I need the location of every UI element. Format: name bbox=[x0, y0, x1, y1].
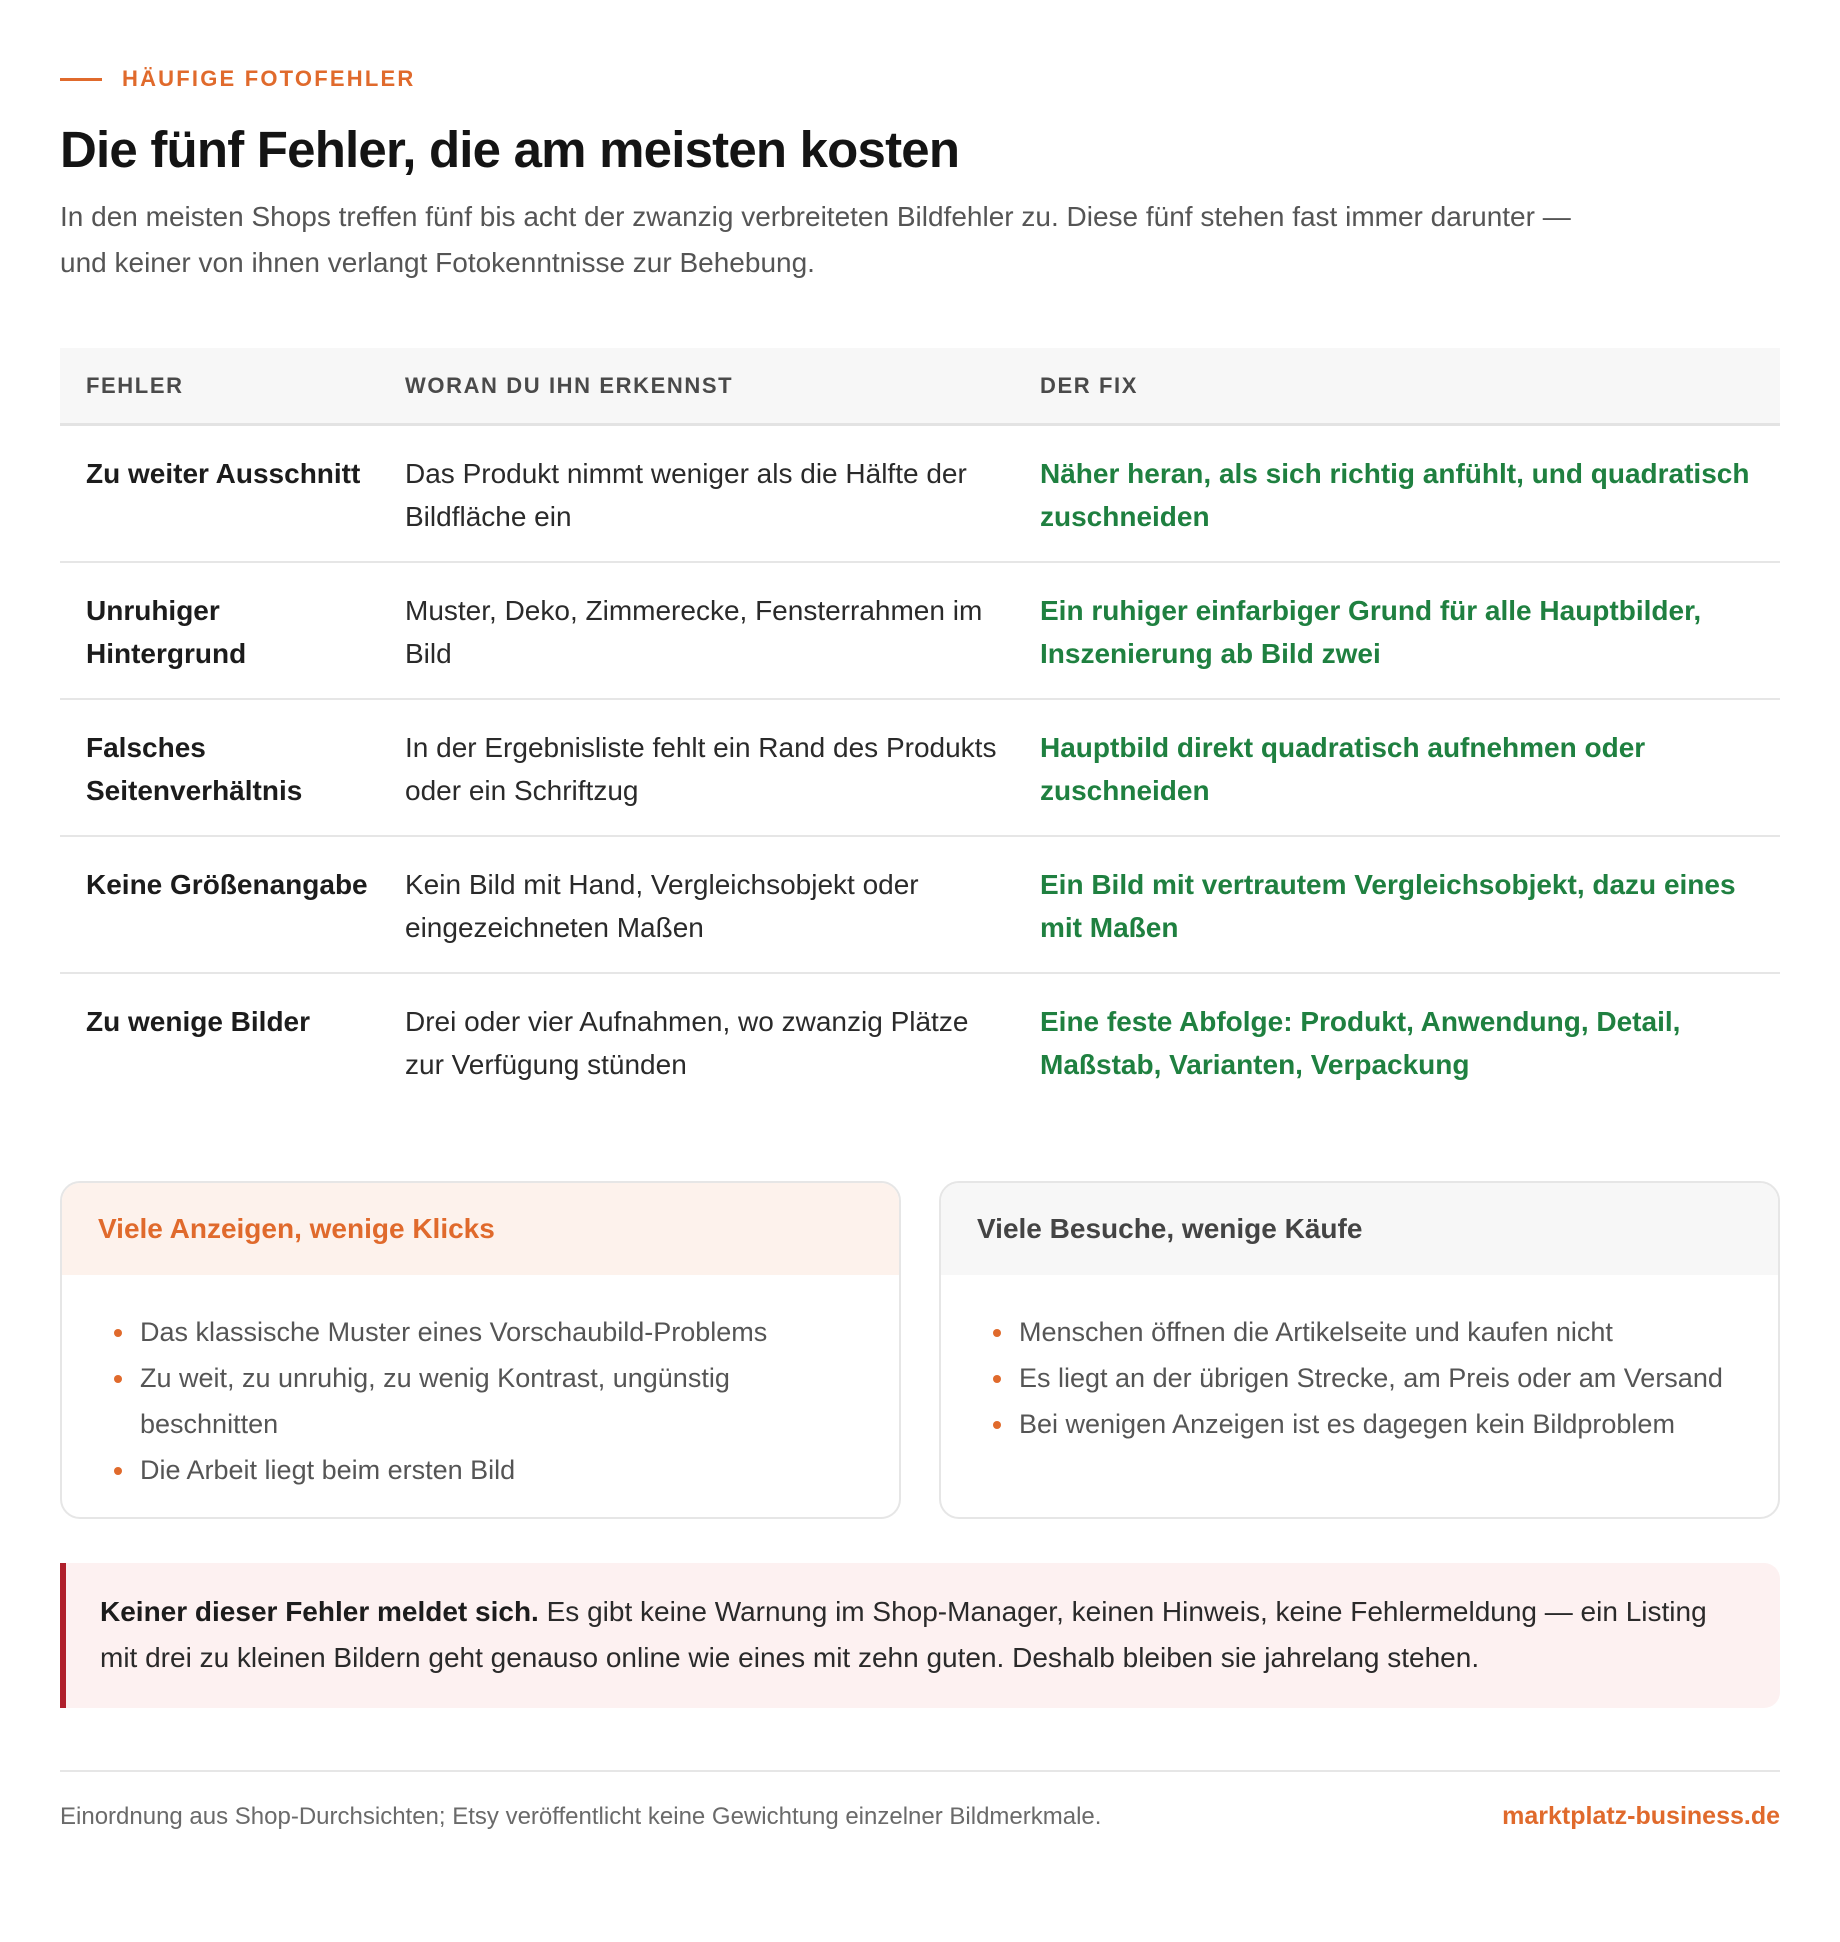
fix-cell: Hauptbild direkt quadratisch aufnehmen oder zuschneiden bbox=[1040, 732, 1646, 806]
card-list bbox=[941, 1275, 1778, 1447]
table-row bbox=[60, 563, 1780, 700]
sign-cell: Kein Bild mit Hand, Vergleichsobjekt oder eingezeichneten Maßen bbox=[405, 869, 919, 943]
list-item: Es liegt an der übrigen Strecke, am Preis oder am Versand bbox=[993, 1355, 1748, 1401]
list-item: Zu weit, zu unruhig, zu wenig Kontrast, ungünstig beschnitten bbox=[114, 1355, 869, 1447]
footer-source-note: Einordnung aus Shop-Durchsichten; Etsy veröffentlicht keine Gewichtung einzelner Bildmerkmale. bbox=[60, 1802, 1102, 1830]
card-title: Viele Besuche, wenige Käufe bbox=[941, 1183, 1778, 1275]
footer bbox=[60, 1770, 1780, 1831]
eyebrow bbox=[60, 64, 1780, 94]
table-row bbox=[60, 426, 1780, 563]
column-header-sign: WORAN DU IHN ERKENNST bbox=[405, 372, 734, 398]
sign-cell: In der Ergebnisliste fehlt ein Rand des Produkts oder ein Schriftzug bbox=[405, 732, 997, 806]
error-cell: Keine Größenangabe bbox=[86, 869, 368, 900]
error-cell: Unruhiger Hintergrund bbox=[86, 595, 247, 669]
card-impressions-clicks bbox=[60, 1181, 901, 1519]
table-header bbox=[60, 348, 1780, 426]
page-title: Die fünf Fehler, die am meisten kosten bbox=[60, 121, 960, 178]
list-item: Das klassische Muster eines Vorschaubild-Problems bbox=[114, 1309, 869, 1355]
fix-cell: Ein Bild mit vertrautem Vergleichsobjekt, dazu eines mit Maßen bbox=[1040, 869, 1736, 943]
sign-cell: Muster, Deko, Zimmerecke, Fensterrahmen im Bild bbox=[405, 595, 983, 669]
table-row bbox=[60, 837, 1780, 974]
table-row bbox=[60, 700, 1780, 837]
errors-table bbox=[60, 348, 1780, 1111]
sign-cell: Das Produkt nimmt weniger als die Hälfte der Bildfläche ein bbox=[405, 458, 967, 532]
footer-brand-link[interactable]: marktplatz-business.de bbox=[1502, 1802, 1780, 1830]
error-cell: Zu wenige Bilder bbox=[86, 1006, 311, 1037]
note-strong: Keiner dieser Fehler meldet sich. bbox=[100, 1596, 539, 1627]
warning-note bbox=[60, 1563, 1780, 1708]
fix-cell: Eine feste Abfolge: Produkt, Anwendung, Detail, Maßstab, Varianten, Verpackung bbox=[1040, 1006, 1681, 1080]
eyebrow-line bbox=[60, 78, 102, 81]
fix-cell: Ein ruhiger einfarbiger Grund für alle Hauptbilder, Inszenierung ab Bild zwei bbox=[1040, 595, 1702, 669]
error-cell: Falsches Seitenverhältnis bbox=[86, 732, 303, 806]
eyebrow-text: HÄUFIGE FOTOFEHLER bbox=[122, 66, 416, 91]
note-text: Es gibt keine Warnung im Shop-Manager, keinen Hinweis, keine Fehlermeldung — ein Listing mit drei zu kleinen Bildern geht genauso online wie eines mit zehn guten. Deshalb bleiben sie jahrelang stehen. bbox=[100, 1596, 1707, 1673]
table-row bbox=[60, 974, 1780, 1111]
column-header-fix: DER FIX bbox=[1040, 372, 1138, 398]
fix-cell: Näher heran, als sich richtig anfühlt, und quadratisch zuschneiden bbox=[1040, 458, 1750, 532]
sign-cell: Drei oder vier Aufnahmen, wo zwanzig Plätze zur Verfügung stünden bbox=[405, 1006, 969, 1080]
column-header-error: FEHLER bbox=[86, 372, 184, 398]
list-item: Bei wenigen Anzeigen ist es dagegen kein Bildproblem bbox=[993, 1401, 1748, 1447]
list-item: Menschen öffnen die Artikelseite und kaufen nicht bbox=[993, 1309, 1748, 1355]
card-visits-sales bbox=[939, 1181, 1780, 1519]
list-item: Die Arbeit liegt beim ersten Bild bbox=[114, 1447, 869, 1493]
intro-text: In den meisten Shops treffen fünf bis acht der zwanzig verbreiteten Bildfehler zu. Diese fünf stehen fast immer darunter — und keiner von ihnen verlangt Fotokenntnisse zur Behebung. bbox=[60, 201, 1571, 278]
error-cell: Zu weiter Ausschnitt bbox=[86, 458, 361, 489]
card-list bbox=[62, 1275, 899, 1493]
diagnosis-cards bbox=[60, 1181, 1780, 1519]
card-title: Viele Anzeigen, wenige Klicks bbox=[62, 1183, 899, 1275]
